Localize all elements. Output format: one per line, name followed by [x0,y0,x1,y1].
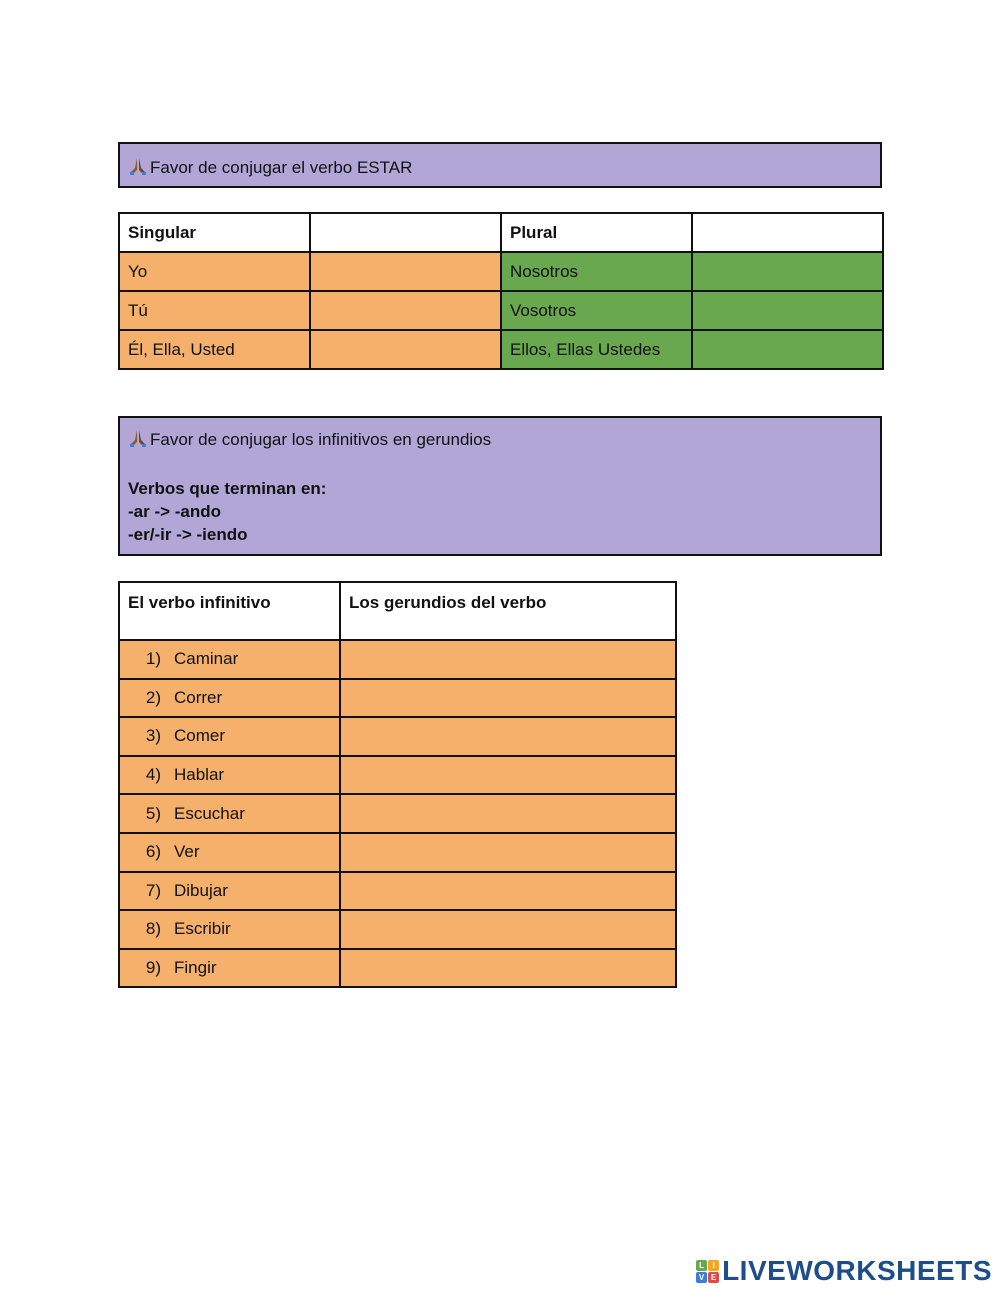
pronoun-yo: Yo [119,252,310,291]
rule-ar: -ar -> -ando [128,502,222,521]
table-header-row [119,213,883,252]
verb-cell [119,910,340,949]
row-number: 5) [145,803,161,823]
table-row [119,756,676,795]
pronoun-tu: Tú [119,291,310,330]
praying-hands-icon [128,428,148,448]
verb-cell [119,833,340,872]
rule-title: Verbos que terminan en: [128,479,327,498]
row-number: 8) [145,919,161,939]
row-number: 4) [145,765,161,785]
instruction-banner-gerundios [118,416,882,556]
row-number: 6) [145,842,161,862]
table-row [119,833,676,872]
pronoun-ellos-ellas-ustedes: Ellos, Ellas Ustedes [501,330,692,369]
pronoun-nosotros: Nosotros [501,252,692,291]
table-row [119,872,676,911]
verb-cell [119,717,340,756]
header-blank [692,213,883,252]
header-gerund: Los gerundios del verbo [340,582,676,640]
header-plural: Plural [501,213,692,252]
logo-letter: V [696,1272,707,1283]
gerund-table [118,581,677,988]
table-row [119,640,676,679]
verb-label: Hablar [174,765,225,785]
answer-field-dibujar[interactable] [340,872,676,911]
table-header-row [119,582,676,640]
verb-cell [119,756,340,795]
verb-cell [119,949,340,988]
verb-label: Comer [174,726,226,746]
header-singular: Singular [119,213,310,252]
verb-label: Fingir [174,958,217,978]
answer-field-fingir[interactable] [340,949,676,988]
answer-field-escribir[interactable] [340,910,676,949]
logo-letter: L [696,1260,707,1271]
table-row [119,679,676,718]
table-row [119,717,676,756]
brand-name: LIVEWORKSHEETS [722,1255,992,1286]
answer-field-nosotros[interactable] [692,252,883,291]
verb-label: Ver [174,842,200,862]
header-blank [310,213,501,252]
verb-cell [119,794,340,833]
answer-field-caminar[interactable] [340,640,676,679]
verb-label: Dibujar [174,880,228,900]
answer-field-vosotros[interactable] [692,291,883,330]
liveworksheets-brand [696,1255,992,1287]
table-row [119,252,883,291]
answer-field-tu[interactable] [310,291,501,330]
table-row [119,291,883,330]
row-number: 2) [145,687,161,707]
table-row [119,330,883,369]
instruction-banner-estar [118,142,882,188]
verb-cell [119,872,340,911]
instruction-line [128,428,491,450]
answer-field-ver[interactable] [340,833,676,872]
rule-er-ir: -er/-ir -> -iendo [128,525,248,544]
verb-label: Caminar [174,649,239,669]
logo-letter: I [708,1260,719,1271]
table-row [119,910,676,949]
verb-cell [119,679,340,718]
verb-label: Correr [174,687,223,707]
table-row [119,794,676,833]
verb-label: Escribir [174,919,231,939]
logo-letter: E [708,1272,719,1283]
instruction-line [128,156,412,178]
verb-label: Escuchar [174,803,245,823]
answer-field-escuchar[interactable] [340,794,676,833]
verb-cell [119,640,340,679]
answer-field-ellos-ellas-ustedes[interactable] [692,330,883,369]
liveworksheets-logo-icon [696,1260,719,1283]
pronoun-vosotros: Vosotros [501,291,692,330]
table-row [119,949,676,988]
answer-field-comer[interactable] [340,717,676,756]
row-number: 9) [145,958,161,978]
estar-conjugation-table [118,212,884,370]
pronoun-el-ella-usted: Él, Ella, Usted [119,330,310,369]
answer-field-el-ella-usted[interactable] [310,330,501,369]
row-number: 3) [145,726,161,746]
answer-field-correr[interactable] [340,679,676,718]
instruction-text: Favor de conjugar el verbo ESTAR [150,158,413,177]
instruction-text: Favor de conjugar los infinitivos en gerundios [150,430,492,449]
header-infinitive: El verbo infinitivo [119,582,340,640]
row-number: 7) [145,880,161,900]
praying-hands-icon [128,156,148,176]
row-number: 1) [145,649,161,669]
answer-field-yo[interactable] [310,252,501,291]
answer-field-hablar[interactable] [340,756,676,795]
